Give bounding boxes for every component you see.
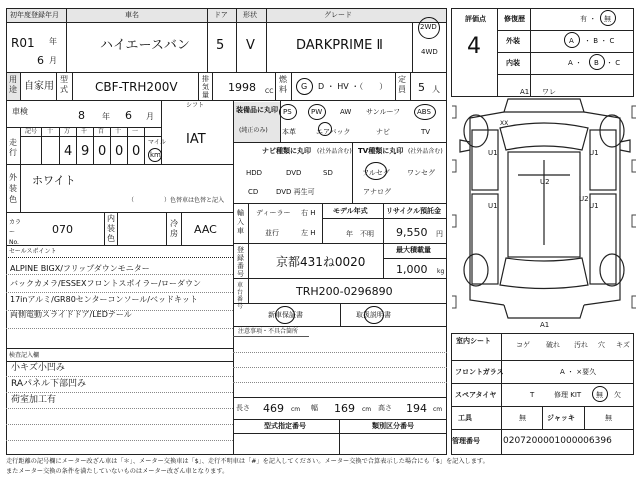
- jack-value: 無: [605, 414, 612, 422]
- seat-option-0: コゲ: [516, 341, 530, 349]
- spare-option-t: T: [530, 391, 535, 399]
- equipment-sublabel: (純正のみ): [239, 127, 268, 134]
- nav-type-sub: (社外品含む): [317, 148, 352, 155]
- front-glass-options: A ・ ×要久: [560, 368, 597, 376]
- usage-value: 自家用: [24, 81, 54, 92]
- length-unit: cm: [291, 406, 301, 413]
- unit-header-1: 万: [64, 128, 71, 135]
- spare-option-missing: 欠: [614, 391, 621, 399]
- diagram-label-u1-rl: U1: [488, 202, 498, 210]
- equip-abs: ABS: [417, 108, 431, 116]
- unit-header-0: 十: [47, 128, 54, 135]
- width-label: 幅: [311, 404, 318, 412]
- nav-sd: SD: [323, 169, 333, 177]
- model-label: 型式: [60, 75, 68, 94]
- diagram-label-u1-fl: U1: [488, 149, 498, 157]
- model-value: CBF-TRH200V: [95, 80, 178, 94]
- record-label: 記号: [25, 128, 38, 135]
- mileage-digit-4: 0: [132, 144, 141, 159]
- mileage-digit-2: 0: [98, 144, 107, 159]
- diagram-label-crack: ワレ: [542, 88, 556, 96]
- mileage-digit-1: 9: [81, 144, 90, 159]
- seat-option-2: 汚れ: [574, 341, 588, 349]
- equip-sunroof: サンルーフ: [366, 108, 401, 116]
- sales-point-2: 17inアルミ/GR80センターコンソール/ベッドキット: [10, 295, 198, 304]
- chassis-value: TRH200-0296890: [296, 285, 393, 298]
- import-parallel: 並行: [265, 229, 279, 237]
- interior-rating-label: 内装: [506, 59, 520, 67]
- seat-option-1: 破れ: [546, 341, 560, 349]
- unit-header-3: 百: [98, 128, 105, 135]
- recycle-label: リサイクル預託金: [386, 207, 442, 215]
- unit-header-2: 千: [81, 128, 88, 135]
- fuel-selected: G: [301, 82, 308, 91]
- color-code-label: カラーNo.: [9, 219, 22, 246]
- unit-header-4: 十: [115, 128, 122, 135]
- first-reg-label: 初年度登録年月: [10, 11, 59, 19]
- nav-cd: CD: [248, 188, 259, 196]
- chassis-label: 車台番号: [237, 282, 244, 310]
- capacity-label: 定員: [398, 75, 406, 94]
- tools-value: 無: [519, 414, 526, 422]
- tv-fullseg: フルセグ: [362, 169, 390, 177]
- left-hand: 左 H: [301, 229, 316, 237]
- sales-points-label: セールスポイント: [9, 248, 57, 255]
- displacement-label: 排気量: [202, 75, 209, 99]
- width-unit: cm: [362, 406, 372, 413]
- inspection-month-unit: 月: [146, 112, 154, 121]
- spare-option-kit: 修理 KIT: [554, 391, 582, 399]
- doors-value: 5: [216, 38, 225, 53]
- exterior-selected: A: [569, 37, 574, 45]
- equip-leather: 本革: [282, 128, 296, 136]
- doors-label: ドア: [214, 11, 228, 19]
- sales-point-3: 両側電動スライドドア/LEDテール: [10, 310, 132, 319]
- first-reg-month-unit: 月: [49, 56, 57, 65]
- fuel-options: D ・ HV ・（ ）: [318, 82, 388, 91]
- exterior-color-value: ホワイト: [32, 174, 76, 187]
- inspector-line-2: 荷室加工有: [11, 395, 57, 405]
- aircon-label: 冷房: [170, 219, 178, 238]
- capacity-unit: 人: [432, 85, 440, 94]
- tv-analog: アナログ: [363, 188, 391, 196]
- exterior-color-note: （ ）色替車は色替と記入: [128, 197, 225, 204]
- first-reg-era: R01: [11, 36, 35, 50]
- management-label: 管理番号: [452, 437, 480, 445]
- drive-4wd: 4WD: [421, 48, 438, 56]
- equip-pw: PW: [311, 108, 323, 116]
- seat-option-3: 穴: [598, 341, 605, 349]
- footer-line-1: 走行距離の記号欄にメーター改ざん車は「＊」、メーター交換車は「$」、走行不明車は「#」を記入してください。メーター交換で合算表示した場合にも「$」を記入します。: [6, 458, 489, 465]
- height-value: 194: [406, 402, 427, 415]
- car-name-value: ハイエースバン: [100, 38, 190, 53]
- shift-label: シフト: [186, 102, 205, 109]
- recycle-value: 9,550: [396, 226, 428, 239]
- km-label: km: [150, 151, 161, 159]
- repair-label: 修復歴: [504, 15, 525, 23]
- import-label: 輸入車: [237, 209, 244, 235]
- type-designation-label: 型式指定番号: [264, 422, 306, 430]
- shift-value: IAT: [186, 132, 206, 147]
- equip-tv: TV: [421, 128, 431, 136]
- mile-label: マイル: [148, 139, 166, 146]
- displacement-value: 1998: [228, 81, 256, 94]
- mileage-digit-0: 4: [64, 144, 73, 159]
- interior-color-label: 内装色: [107, 214, 115, 243]
- drive-2wd: 2WD: [420, 23, 437, 31]
- registration-value: 京都431ね0020: [276, 255, 366, 269]
- height-unit: cm: [433, 406, 443, 413]
- grade-label: グレード: [324, 11, 352, 19]
- tools-label: 工具: [458, 414, 472, 422]
- tv-oneseg: ワンセグ: [407, 169, 435, 177]
- seats-label: 室内シート: [456, 337, 491, 345]
- capacity-value: 5: [418, 81, 425, 94]
- front-glass-label: フロントガラス: [455, 368, 504, 376]
- manual: 取扱説明書: [356, 311, 391, 319]
- shape-value: V: [246, 38, 255, 53]
- diagram-label-u1-fr: U1: [589, 149, 599, 157]
- spare-label: スペアタイヤ: [455, 391, 497, 399]
- length-value: 469: [263, 402, 284, 415]
- right-hand: 右 H: [301, 209, 316, 217]
- equip-airbag: エアバック: [316, 128, 351, 136]
- diagram-label-front-a1: A1: [520, 88, 530, 96]
- height-label: 高さ: [378, 404, 392, 412]
- inspection-month: 6: [125, 109, 132, 122]
- jack-label: ジャッキ: [547, 414, 575, 422]
- nav-dvd-play: DVD 再生可: [276, 188, 315, 196]
- management-value: 0207200001000006396: [503, 436, 612, 446]
- tv-type-label: TV種類に丸印: [358, 147, 404, 155]
- aircon-value: AAC: [194, 223, 217, 236]
- diagram-label-rear-a1: A1: [540, 321, 550, 329]
- notes-label: 注意事項・不具合箇所: [238, 328, 299, 335]
- interior-a: A ・: [568, 59, 583, 67]
- repair-selected: 無: [604, 15, 611, 23]
- import-dealer: ディーラー: [256, 209, 291, 217]
- spare-selected: 無: [596, 391, 603, 399]
- equip-ps: PS: [283, 108, 292, 116]
- model-year-label: モデル年式: [333, 207, 368, 215]
- seat-option-4: キズ: [616, 341, 630, 349]
- car-name-label: 車名: [125, 11, 139, 19]
- interior-c: ・ C: [606, 59, 621, 67]
- max-load-unit: kg: [437, 268, 445, 275]
- equip-navi: ナビ: [376, 128, 390, 136]
- recycle-unit: 円: [436, 230, 443, 238]
- unit-header-5: 一: [132, 128, 139, 135]
- inspector-report-label: 検査記入欄: [9, 352, 40, 359]
- diagram-label-xx: XX: [500, 120, 509, 127]
- max-load-label: 最大積載量: [396, 246, 431, 254]
- score-value: 4: [467, 34, 481, 59]
- inspection-year: 8: [78, 109, 85, 122]
- shape-label: 形状: [243, 11, 257, 19]
- exterior-color-label: 外装色: [9, 173, 17, 204]
- diagram-label-u1-rr: U1: [589, 202, 599, 210]
- registration-label: 登録番号: [237, 246, 244, 278]
- color-code-value: 070: [52, 223, 73, 236]
- width-value: 169: [334, 402, 355, 415]
- displacement-unit: CC: [265, 88, 274, 95]
- equip-aw: AW: [340, 108, 352, 116]
- inspector-line-1: RAパネル下部凹み: [11, 379, 87, 389]
- nav-dvd: DVD: [286, 169, 302, 177]
- nav-hdd: HDD: [246, 169, 263, 177]
- diagram-label-u2-roof: U2: [540, 178, 550, 186]
- sales-point-0: ALPINE BIGX/フリップダウンモニター: [10, 264, 150, 273]
- fuel-label: 燃料: [279, 75, 287, 94]
- exterior-options: ・ B ・ C: [584, 37, 615, 45]
- inspection-label: 車検: [12, 107, 28, 116]
- category-label: 類別区分番号: [372, 422, 414, 430]
- exterior-rating-label: 外装: [506, 37, 520, 45]
- nav-type-label: ナビ種類に丸印: [262, 147, 311, 155]
- mileage-digit-3: 0: [115, 144, 124, 159]
- mileage-label: 走行: [9, 138, 17, 157]
- interior-selected: B: [594, 59, 599, 67]
- first-reg-year-unit: 年: [49, 37, 57, 46]
- footer-line-2: またメーター交換の条件を満たしていないものはメーター改ざん車となります。: [6, 468, 229, 475]
- sales-point-1: バックカメラ/ESSEXフロントスポイラー/ローダウン: [10, 279, 202, 288]
- repair-options: 有 ・: [580, 15, 597, 23]
- equipment-label: 装備品に丸印: [236, 106, 278, 114]
- new-car-warranty: 新車保証書: [268, 311, 303, 319]
- usage-label: 用途: [9, 75, 17, 94]
- diagram-label-u2-side: U2: [579, 195, 589, 203]
- model-year-value: 年 不明: [346, 230, 374, 238]
- first-reg-month: 6: [37, 54, 44, 67]
- inspector-line-0: 小キズ小凹み: [11, 363, 65, 373]
- max-load-value: 1,000: [396, 263, 428, 276]
- inspection-year-unit: 年: [102, 112, 110, 121]
- grade-value: DARKPRIME Ⅱ: [296, 38, 383, 53]
- length-label: 長さ: [236, 404, 250, 412]
- tv-type-sub: (社外品含む): [408, 148, 443, 155]
- score-label: 評価点: [465, 15, 486, 23]
